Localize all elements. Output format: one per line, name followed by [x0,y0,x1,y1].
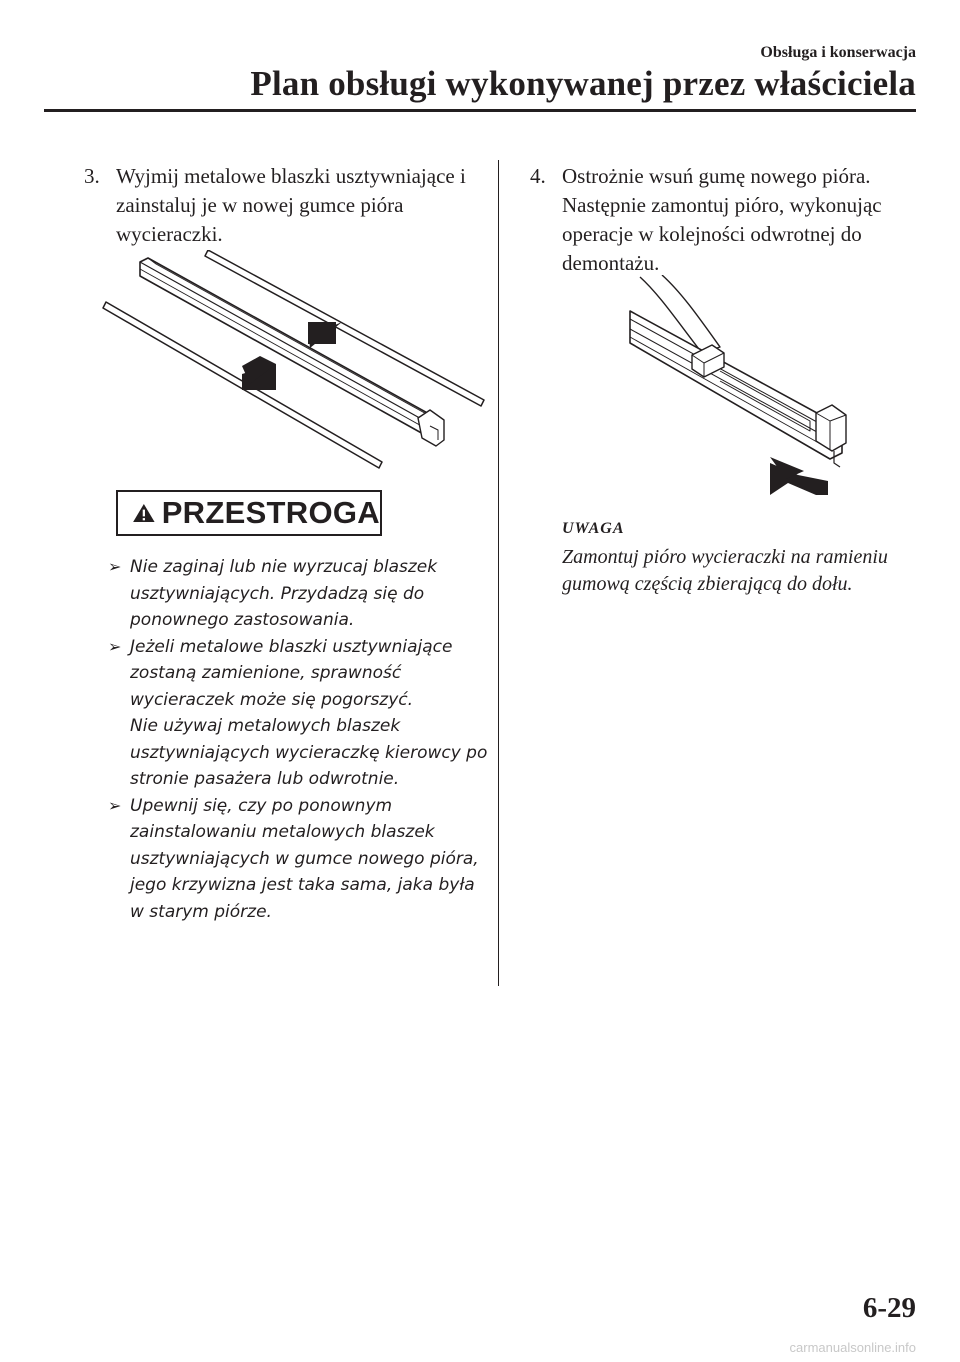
caution-item [108,634,488,793]
caution-banner [116,490,382,536]
caution-list [108,554,488,925]
caution-text: Upewnij się, czy po ponownym zainstalowaniu metalowych blaszek usztywniających w gumce nowego pióra, jego krzywizna jest taka sama, jaka była w starym piórze. [130,795,479,922]
caution-text: Nie używaj metalowych blaszek usztywniających wycieraczkę kierowcy po stronie pasażera lub odwrotnie. [130,716,488,789]
page-number: 6-29 [862,1292,916,1324]
wiper-stiffeners-illustration [100,250,490,470]
caution-item [108,793,488,926]
caution-label: PRZESTROGA [161,495,380,530]
section-title: Obsługa i konserwacja [760,44,916,61]
pointer-triangle-icon: ➢ [108,557,122,576]
caution-text: Jeżeli metalowe blaszki usztywniające zostaną zamienione, sprawność wycieraczek może się pogorszyć. [130,636,453,710]
warning-triangle-icon [132,495,156,531]
column-divider [498,160,499,986]
pointer-triangle-icon: ➢ [108,636,122,656]
note-text: Zamontuj pióro wycieraczki na ramieniu gumową częścią zbierającą do dołu. [562,546,888,595]
step-number: 4. [530,164,546,188]
wiper-rubber-insertion-illustration [620,275,860,500]
note-title: UWAGA [562,520,625,537]
step-text: Ostrożnie wsuń gumę nowego pióra. Następnie zamontuj pióro, wykonując operacje w kolejności odwrotnej do demontażu. [562,164,882,275]
step-text: Wyjmij metalowe blaszki usztywniające i zainstaluj je w nowej gumce pióra wycieraczki. [116,164,466,246]
watermark: carmanualsonline.info [789,1340,916,1355]
header-rule [44,109,916,112]
step-number: 3. [84,164,100,188]
caution-text: Nie zaginaj lub nie wyrzucaj blaszek usztywniających. Przydadzą się do ponownego zastosowania. [130,557,438,630]
page-title: Plan obsługi wykonywanej przez właściciela [250,64,916,103]
caution-item [108,554,488,634]
pointer-triangle-icon: ➢ [108,795,122,815]
